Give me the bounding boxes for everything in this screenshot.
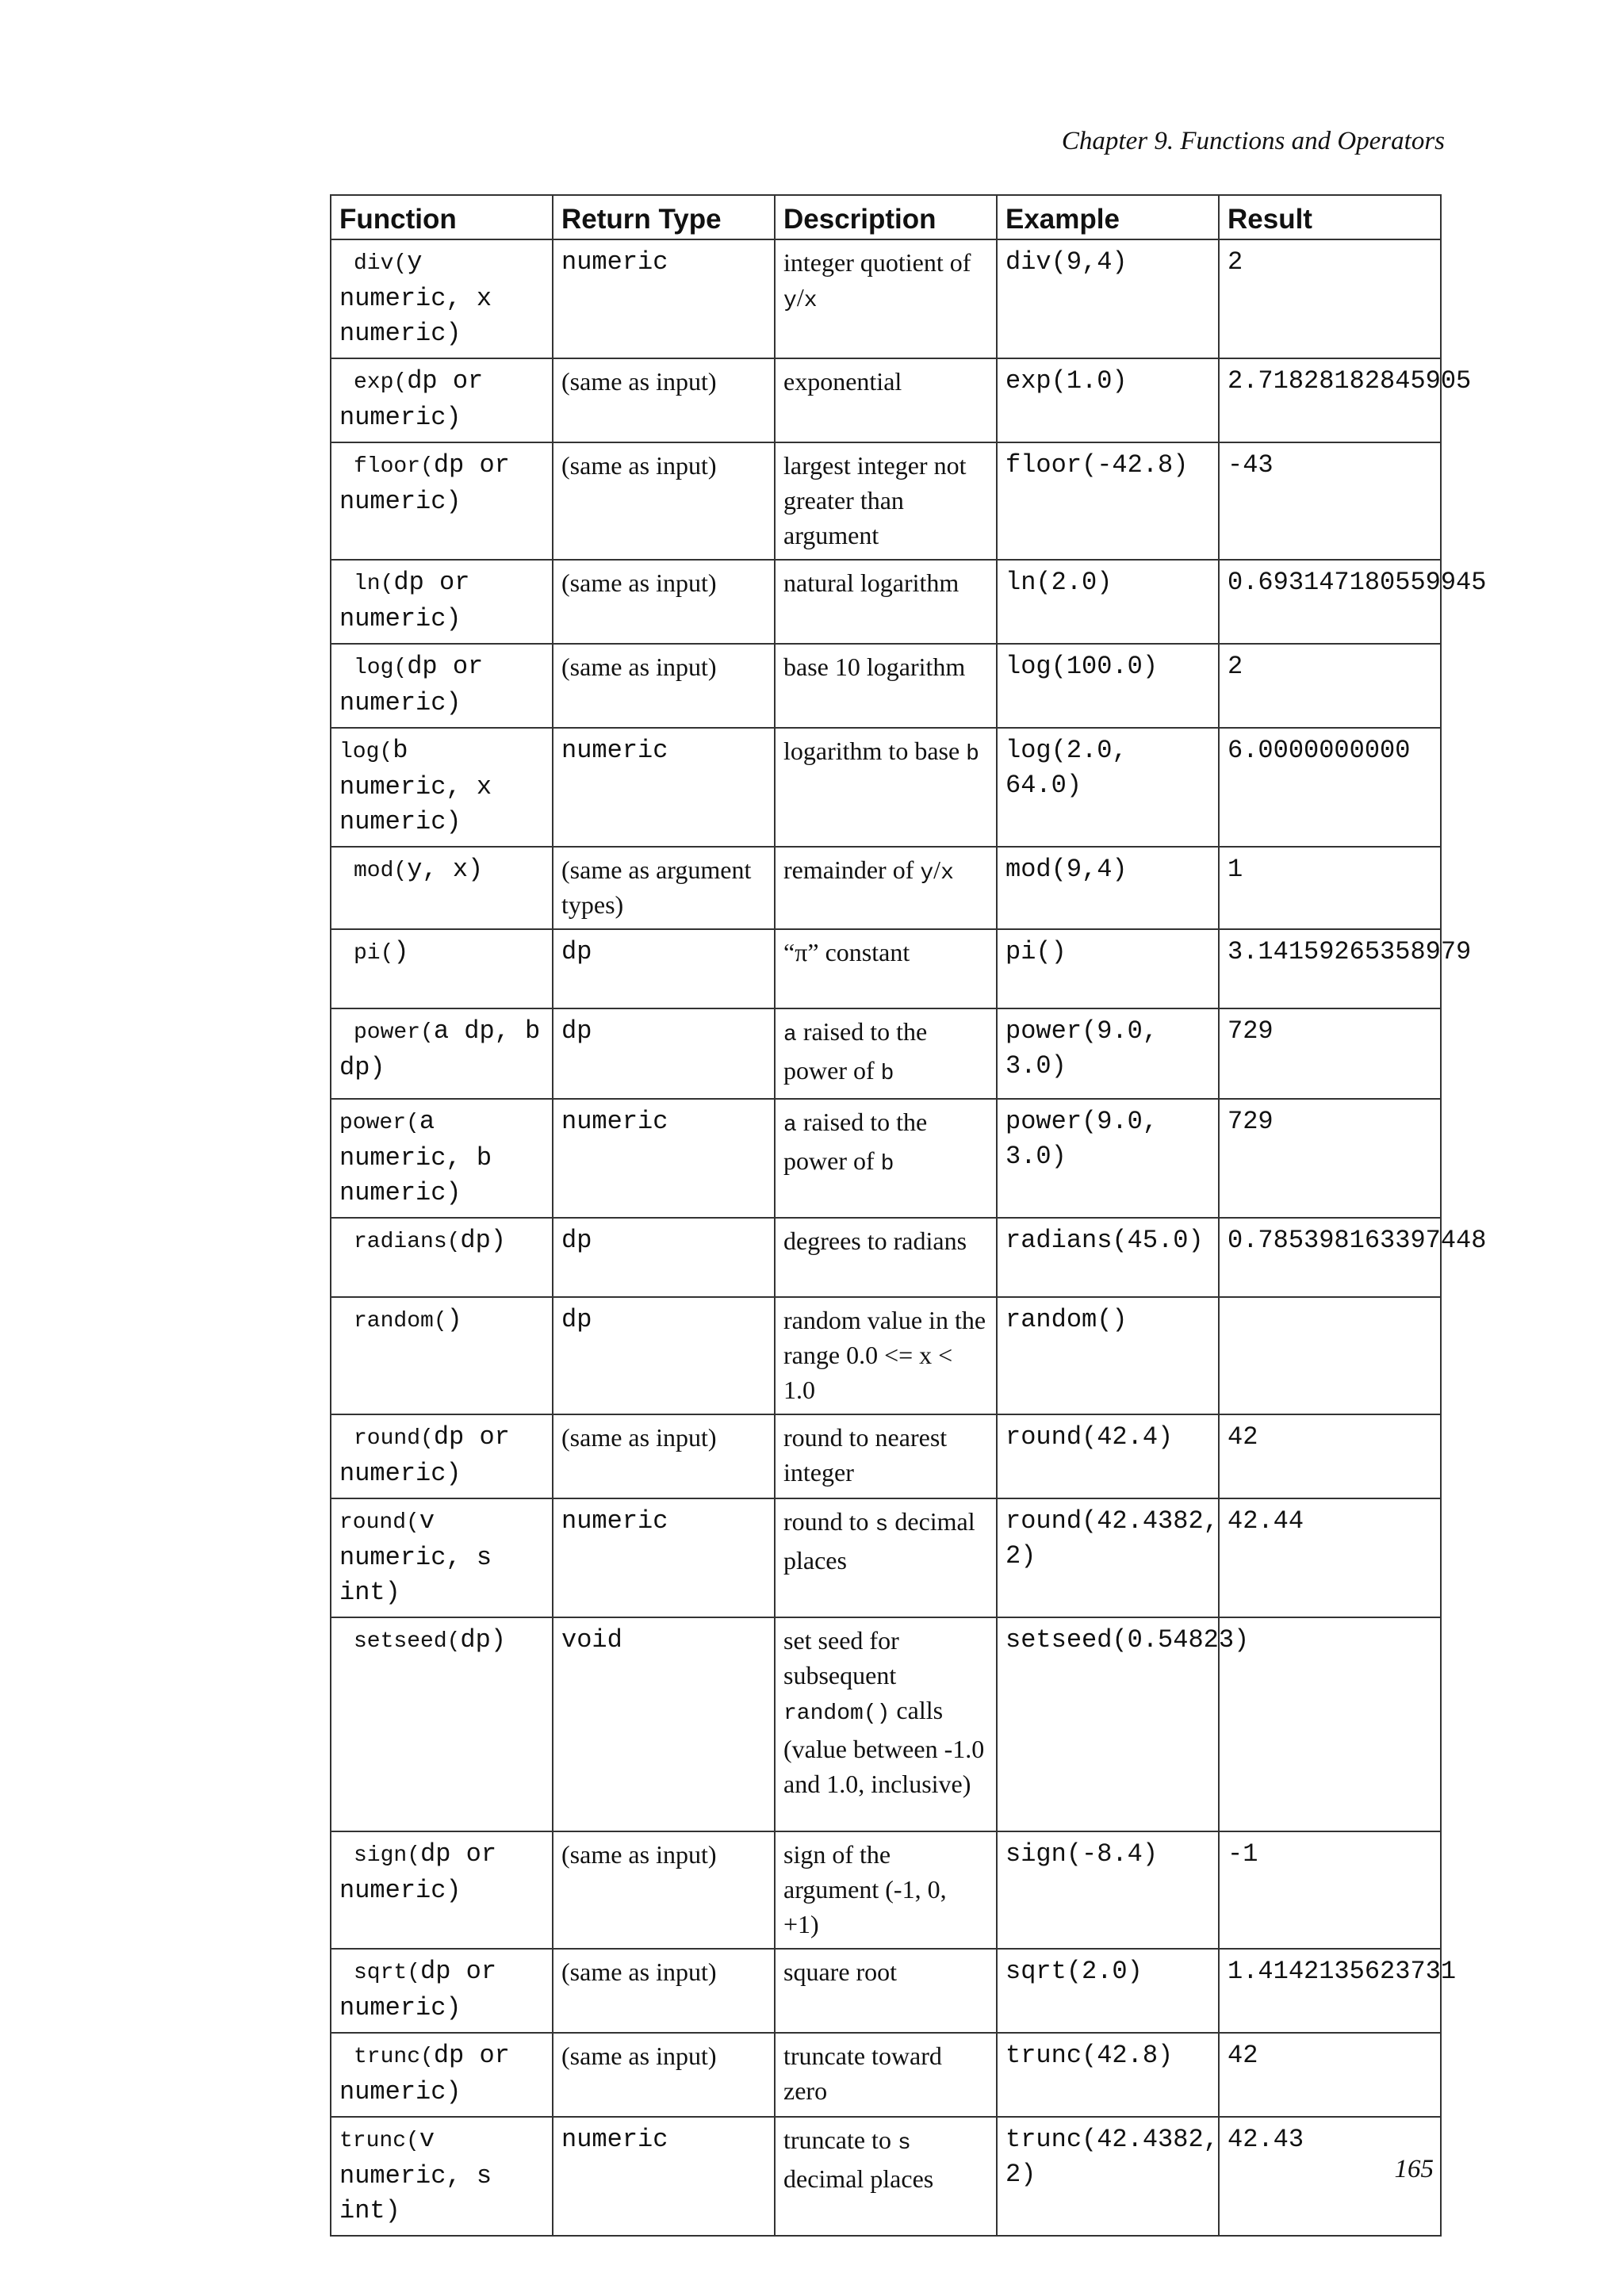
cell-example: round(42.4382, 2) [997, 1498, 1219, 1617]
cell-function [331, 1414, 553, 1498]
cell-return-type: numeric [553, 1498, 775, 1617]
function-args: v numeric, s int) [339, 2125, 492, 2225]
cell-example: sqrt(2.0) [997, 1949, 1219, 2033]
cell-example: floor(-42.8) [997, 442, 1219, 560]
cell-return-type: numeric [553, 728, 775, 847]
column-header-description: Description [775, 195, 997, 239]
cell-example: exp(1.0) [997, 358, 1219, 442]
cell-result: -1 [1219, 1831, 1441, 1949]
cell-example: mod(9,4) [997, 847, 1219, 929]
cell-result [1219, 1617, 1441, 1831]
cell-description [775, 644, 997, 728]
description-text: square root [783, 1957, 898, 1986]
cell-result: 2.71828182845905 [1219, 358, 1441, 442]
cell-return-type: dp [553, 1218, 775, 1297]
description-text: raised to the power of [783, 1108, 928, 1175]
table-row [331, 239, 1441, 358]
table-row [331, 1498, 1441, 1617]
function-args: dp or numeric) [339, 1422, 510, 1488]
description-text: s [897, 2131, 911, 2156]
description-text: / [796, 283, 804, 312]
column-header-function: Function [331, 195, 553, 239]
cell-function [331, 1949, 553, 2033]
cell-function [331, 560, 553, 644]
function-name: pi( [354, 941, 394, 966]
table-row [331, 1831, 1441, 1949]
cell-function [331, 1297, 553, 1414]
description-text: b [880, 1152, 894, 1177]
description-text: remainder of [783, 855, 921, 884]
table-row [331, 1099, 1441, 1218]
cell-function [331, 442, 553, 560]
description-text: largest integer not greater than argument [783, 451, 967, 549]
description-text: set seed for subsequent [783, 1626, 899, 1689]
description-text: decimal places [783, 2164, 934, 2193]
cell-result: 1 [1219, 847, 1441, 929]
function-args: ) [393, 937, 409, 966]
table-row [331, 2117, 1441, 2236]
description-text: / [933, 855, 941, 884]
table-row [331, 1617, 1441, 1831]
function-name: log( [354, 656, 408, 680]
function-args: dp or numeric) [339, 652, 484, 718]
function-args: v numeric, s int) [339, 1506, 492, 1607]
cell-function [331, 2117, 553, 2236]
function-name: exp( [354, 370, 408, 395]
cell-description [775, 1297, 997, 1414]
function-args: dp or numeric) [339, 366, 484, 432]
page-number: 165 [1394, 2155, 1434, 2183]
cell-function [331, 2033, 553, 2117]
cell-description [775, 847, 997, 929]
table-row [331, 1297, 1441, 1414]
cell-result: 729 [1219, 1099, 1441, 1218]
cell-result: 2 [1219, 644, 1441, 728]
cell-return-type: numeric [553, 2117, 775, 2236]
description-text: b [880, 1062, 894, 1086]
cell-example: log(2.0, 64.0) [997, 728, 1219, 847]
cell-example: power(9.0, 3.0) [997, 1099, 1219, 1218]
description-text: a [783, 1113, 797, 1138]
cell-description [775, 560, 997, 644]
cell-function [331, 239, 553, 358]
table-row [331, 358, 1441, 442]
function-args: dp or numeric) [339, 2041, 510, 2107]
description-text: random() [783, 1701, 891, 1726]
cell-return-type: dp [553, 929, 775, 1008]
cell-return-type: void [553, 1617, 775, 1831]
description-text: raised to the power of [783, 1017, 928, 1085]
running-head: Chapter 9. Functions and Operators [1061, 127, 1445, 155]
description-text: exponential [783, 367, 902, 396]
cell-function [331, 1008, 553, 1099]
cell-result: -43 [1219, 442, 1441, 560]
table-header-row [331, 195, 1441, 239]
cell-return-type: dp [553, 1008, 775, 1099]
cell-example: trunc(42.8) [997, 2033, 1219, 2117]
description-text: round to [783, 1507, 875, 1536]
description-text: natural logarithm [783, 568, 959, 597]
description-text: degrees to radians [783, 1226, 967, 1255]
description-text: random value in the range 0.0 <= x < 1.0 [783, 1306, 986, 1404]
function-args: a dp, b dp) [339, 1016, 541, 1082]
cell-description [775, 1218, 997, 1297]
description-text: sign of the argument (-1, 0, +1) [783, 1840, 947, 1938]
description-text: x [803, 289, 818, 313]
function-args: y numeric, x numeric) [339, 247, 492, 348]
description-text: truncate toward zero [783, 2042, 942, 2105]
description-text: y [783, 289, 797, 313]
cell-example: radians(45.0) [997, 1218, 1219, 1297]
cell-result: 42 [1219, 1414, 1441, 1498]
cell-function [331, 1831, 553, 1949]
description-text: y [920, 861, 934, 886]
table-row [331, 929, 1441, 1008]
cell-result: 42 [1219, 2033, 1441, 2117]
cell-description [775, 1414, 997, 1498]
cell-return-type: (same as input) [553, 442, 775, 560]
cell-return-type: (same as input) [553, 1831, 775, 1949]
cell-example: pi() [997, 929, 1219, 1008]
table-row [331, 442, 1441, 560]
table-row [331, 847, 1441, 929]
function-args: b numeric, x numeric) [339, 736, 492, 836]
cell-function [331, 1218, 553, 1297]
cell-function [331, 847, 553, 929]
column-header-result: Result [1219, 195, 1441, 239]
table-body [331, 239, 1487, 2236]
cell-example: random() [997, 1297, 1219, 1414]
function-args: dp or numeric) [339, 1957, 497, 2022]
cell-return-type: (same as input) [553, 644, 775, 728]
function-name: power( [354, 1020, 434, 1045]
cell-example: sign(-8.4) [997, 1831, 1219, 1949]
function-args: dp or numeric) [339, 568, 470, 633]
cell-result: 3.14159265358979 [1219, 929, 1441, 1008]
cell-result: 0.693147180559945 [1219, 560, 1441, 644]
function-name: mod( [354, 859, 408, 883]
cell-return-type: (same as input) [553, 1949, 775, 2033]
cell-function [331, 1099, 553, 1218]
function-name: power( [339, 1111, 419, 1135]
function-name: round( [339, 1510, 419, 1535]
table-row [331, 1414, 1441, 1498]
function-name: round( [354, 1426, 434, 1451]
cell-result: 0.785398163397448 [1219, 1218, 1441, 1297]
cell-result [1219, 1297, 1441, 1414]
functions-table [330, 194, 1487, 2237]
function-name: sqrt( [354, 1961, 421, 1985]
cell-example: trunc(42.4382, 2) [997, 2117, 1219, 2236]
table-row [331, 1008, 1441, 1099]
cell-result: 42.44 [1219, 1498, 1441, 1617]
description-text: base 10 logarithm [783, 652, 966, 681]
cell-description [775, 929, 997, 1008]
cell-description [775, 2117, 997, 2236]
function-args: dp) [460, 1226, 507, 1255]
cell-function [331, 929, 553, 1008]
description-text: “π” constant [783, 938, 910, 966]
function-args: ) [446, 1305, 462, 1334]
cell-example: round(42.4) [997, 1414, 1219, 1498]
function-args: dp) [460, 1625, 507, 1655]
cell-return-type: (same as input) [553, 560, 775, 644]
table-row [331, 2033, 1441, 2117]
description-text: s [875, 1513, 889, 1537]
cell-result: 42.43 [1219, 2117, 1441, 2236]
cell-example: power(9.0, 3.0) [997, 1008, 1219, 1099]
cell-description [775, 442, 997, 560]
description-text: x [940, 861, 954, 886]
cell-return-type: numeric [553, 1099, 775, 1218]
function-args: y, x) [407, 855, 484, 884]
cell-example: div(9,4) [997, 239, 1219, 358]
function-name: trunc( [354, 2045, 434, 2069]
function-args: dp or numeric) [339, 450, 510, 516]
cell-result: 2 [1219, 239, 1441, 358]
cell-description [775, 1498, 997, 1617]
cell-description [775, 1831, 997, 1949]
function-name: log( [339, 740, 393, 764]
cell-function [331, 1617, 553, 1831]
cell-example: log(100.0) [997, 644, 1219, 728]
table-row [331, 1949, 1441, 2033]
cell-return-type: (same as input) [553, 2033, 775, 2117]
function-name: ln( [354, 572, 394, 596]
function-name: radians( [354, 1230, 461, 1254]
cell-description [775, 1008, 997, 1099]
cell-return-type: (same as argument types) [553, 847, 775, 929]
function-args: a numeric, b numeric) [339, 1107, 492, 1207]
cell-description [775, 358, 997, 442]
function-name: random( [354, 1309, 447, 1334]
cell-function [331, 644, 553, 728]
cell-return-type: (same as input) [553, 1414, 775, 1498]
cell-description [775, 1099, 997, 1218]
column-header-return-type: Return Type [553, 195, 775, 239]
cell-function [331, 1498, 553, 1617]
cell-example: ln(2.0) [997, 560, 1219, 644]
function-name: div( [354, 251, 408, 276]
column-header-example: Example [997, 195, 1219, 239]
function-args: dp or numeric) [339, 1839, 497, 1905]
cell-result: 6.0000000000 [1219, 728, 1441, 847]
function-name: setseed( [354, 1629, 461, 1654]
description-text: a [783, 1023, 797, 1047]
cell-function [331, 358, 553, 442]
description-text: truncate to [783, 2126, 898, 2154]
cell-description [775, 728, 997, 847]
description-text: calls (value between -1.0 and 1.0, inclusive) [783, 1696, 985, 1798]
description-text: b [966, 742, 979, 767]
cell-description [775, 239, 997, 358]
function-name: sign( [354, 1843, 421, 1868]
description-text: integer quotient of [783, 248, 971, 277]
cell-result: 1.4142135623731 [1219, 1949, 1441, 2033]
cell-description [775, 2033, 997, 2117]
table-row [331, 560, 1441, 644]
cell-return-type: numeric [553, 239, 775, 358]
cell-function [331, 728, 553, 847]
cell-description [775, 1949, 997, 2033]
function-name: floor( [354, 454, 434, 479]
cell-description [775, 1617, 997, 1831]
function-name: trunc( [339, 2129, 419, 2153]
cell-return-type: (same as input) [553, 358, 775, 442]
description-text: logarithm to base [783, 737, 967, 765]
table-row [331, 728, 1441, 847]
description-text: round to nearest integer [783, 1423, 948, 1487]
table-row [331, 1218, 1441, 1297]
cell-result: 729 [1219, 1008, 1441, 1099]
cell-example: setseed(0.54823) [997, 1617, 1219, 1831]
cell-return-type: dp [553, 1297, 775, 1414]
table-row [331, 644, 1441, 728]
description-text: decimal places [783, 1507, 975, 1575]
